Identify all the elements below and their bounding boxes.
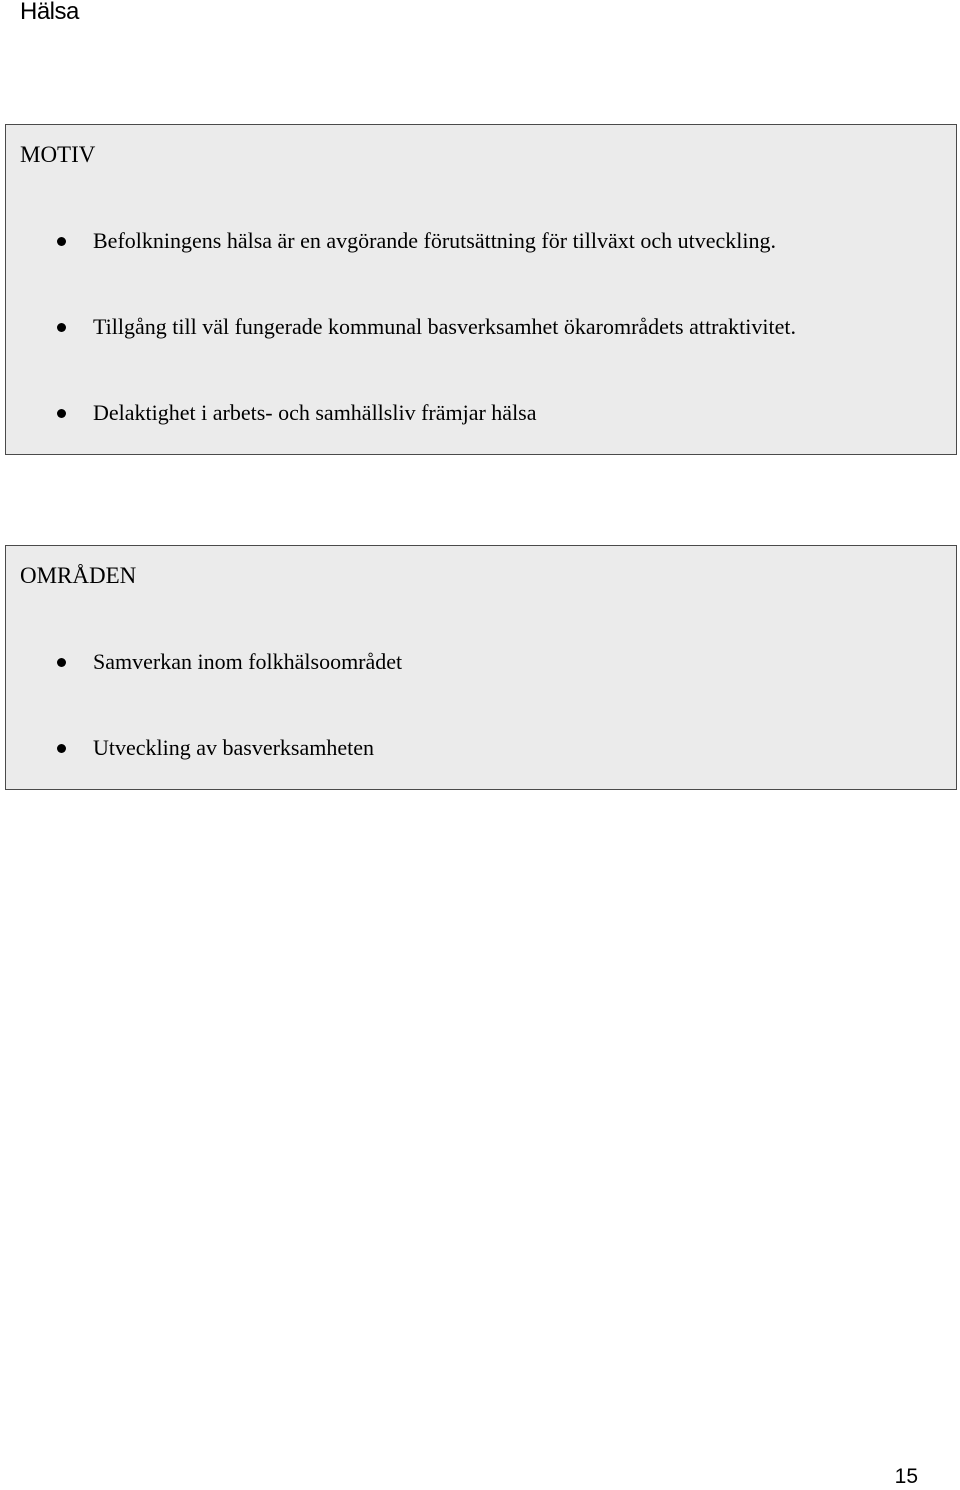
page-number: 15 (894, 1465, 918, 1488)
bullet-icon (57, 323, 66, 332)
list-item-text: Utveckling av basverksamheten (93, 735, 375, 760)
list-item-text: Befolkningens hälsa är en avgörande förutsättning för tillväxt och utveckling. (93, 228, 777, 253)
list-item (6, 648, 956, 676)
list-item-text: Tillgång till väl fungerade kommunal basverksamhet ökarområdets attraktivitet. (93, 314, 797, 339)
motiv-title: MOTIV (20, 142, 96, 167)
list-item (6, 227, 956, 255)
list-item (6, 313, 956, 341)
bullet-icon (57, 409, 66, 418)
bullet-icon (57, 237, 66, 246)
omraden-title: OMRÅDEN (20, 563, 137, 588)
list-item-text: Samverkan inom folkhälsoområdet (93, 649, 403, 674)
list-item (6, 399, 956, 427)
list-item-text: Delaktighet i arbets- och samhällsliv främjar hälsa (93, 400, 537, 425)
bullet-icon (57, 744, 66, 753)
motiv-box (5, 124, 957, 455)
bullet-icon (57, 658, 66, 667)
page-title: Hälsa (20, 0, 79, 25)
omraden-box (5, 545, 957, 790)
list-item (6, 734, 956, 762)
